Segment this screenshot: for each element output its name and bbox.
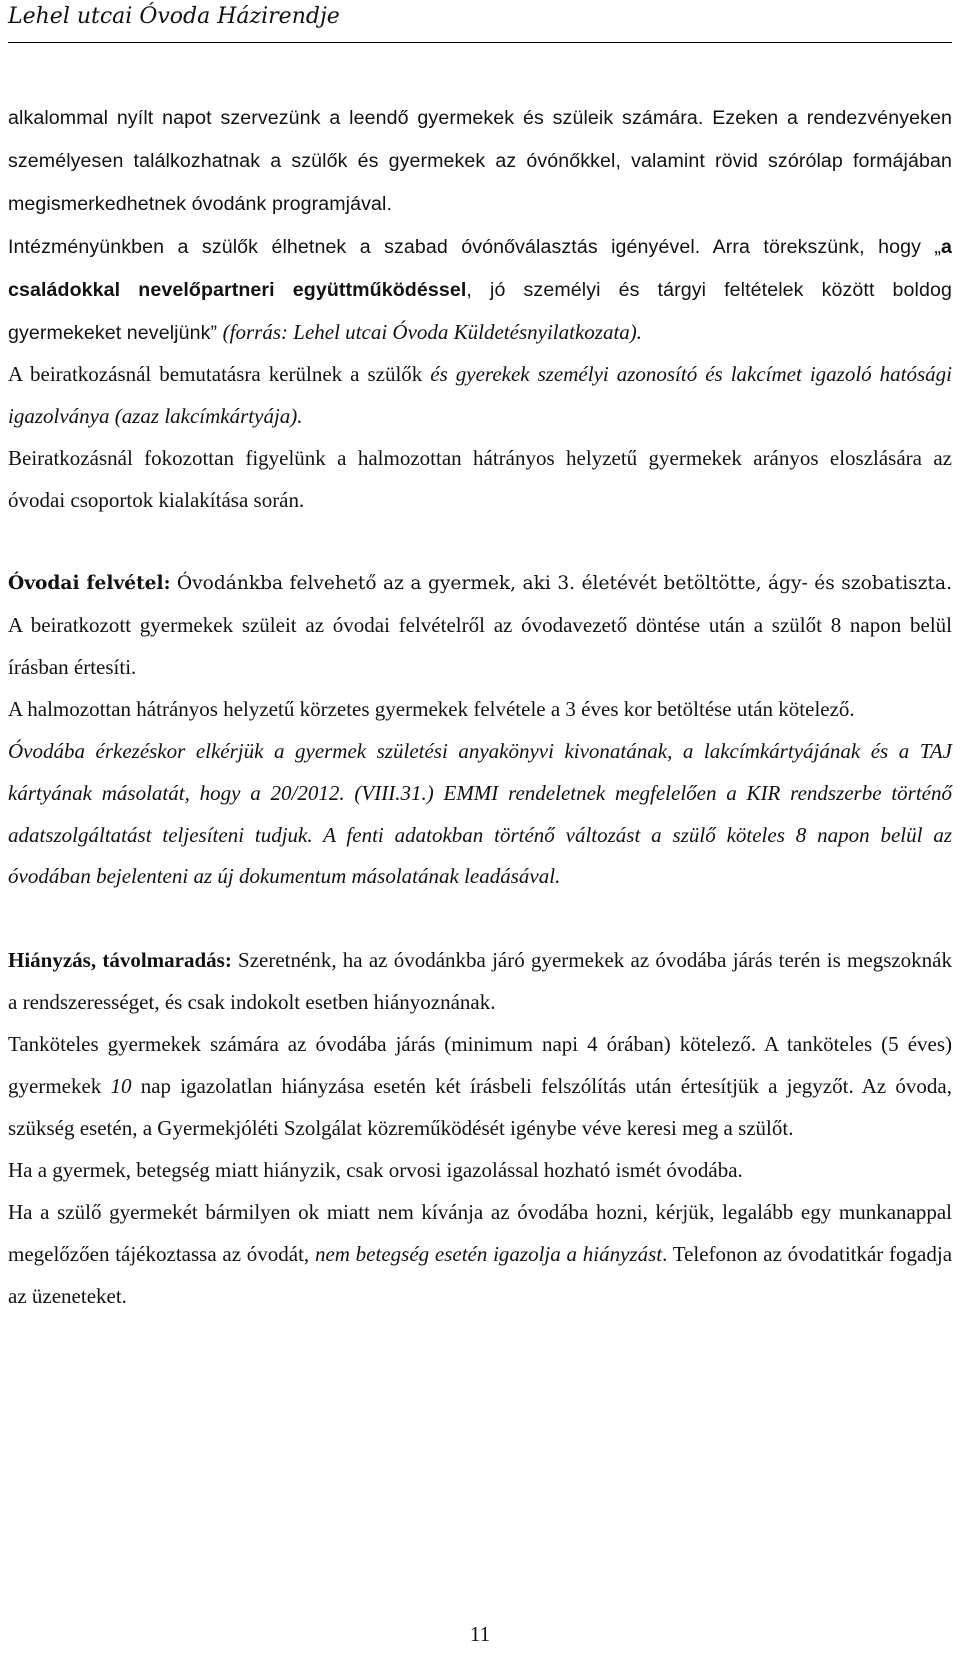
- paragraph-disadvantaged-admission: A halmozottan hátrányos helyzetű körzetes gyermekek felvétele a 3 éves kor betöltése után kötelező.: [8, 696, 855, 721]
- paragraph-educator-choice: Intézményünkben a szülők élhetnek a szabad óvónőválasztás igényével. Arra törekszünk, hogy „a családokkal nevelőpartneri együttműködéssel, jó személyi és tárgyi feltételek között boldog gyermekeket neveljünk” (forrás: Lehel utcai Óvoda Küldetésnyilatkozata).: [8, 235, 952, 344]
- section-absence: Hiányzás, távolmaradás: Szeretnénk, ha az óvodánkba járó gyermekek az óvodába járás terén is megszoknák a rendszerességet, és csak indokolt esetben hiányoznának.: [8, 948, 953, 1015]
- document-body: [8, 97, 952, 1317]
- paragraph-arrival-documents: Óvodába érkezéskor elkérjük a gyermek születési anyakönyvi kivonatának, a lakcímkártyájának és a TAJ kártyának másolatát, hogy a 20/2012. (VIII.31.) EMMI rendeletnek megfelelően a KIR rendszerbe történő adatszolgáltatást teljesíteni tudjuk. A fenti adatokban történő változást a szülő köteles 8 napon belül az óvodában bejelenteni az új dokumentum másolatának leadásával.: [8, 738, 952, 889]
- paragraph-enrollment-documents: A beiratkozásnál bemutatásra kerülnek a szülők és gyerekek személyi azonosító és lakcímet igazoló hatósági igazolványa (azaz lakcímkártyája).: [8, 362, 952, 429]
- page-header: [8, 0, 952, 43]
- page-number: 11: [469, 1622, 491, 1646]
- paragraph-compulsory-attendance: Tanköteles gyermekek számára az óvodába járás (minimum napi 4 órában) kötelező. A tanköteles (5 éves) gyermekek 10 nap igazolatlan hiányzása esetén két írásbeli felszólítás után értesítjük a jegyzőt. Az óvoda, szükség esetén, a Gyermekjóléti Szolgálat közreműködését igénybe véve keresi meg a szülőt.: [8, 1032, 952, 1140]
- heading-admission: Óvodai felvétel:: [8, 573, 171, 595]
- paragraph-notification: Ha a szülő gyermekét bármilyen ok miatt nem kívánja az óvodába hozni, kérjük, legalább egy munkanappal megelőzően tájékoztassa az óvodát, nem betegség esetén igazolja a hiányzást. Telefonon az óvodatitkár fogadja az üzeneteket.: [8, 1199, 953, 1308]
- section-admission: Óvodai felvétel: Óvodánkba felvehető az a gyermek, aki 3. életévét betöltötte, ágy- és szobatiszta. A beiratkozott gyermekek szüleit az óvodai felvételről az óvodavezető döntése után a szülőt 8 napon belül írásban értesíti.: [8, 573, 952, 679]
- paragraph-enrollment-distribution: Beiratkozásnál fokozottan figyelünk a halmozottan hátrányos helyzetű gyermekek arányos eloszlására az óvodai csoportok kialakítása során.: [8, 446, 952, 513]
- header-title: Lehel utcai Óvoda Házirendje: [8, 4, 340, 29]
- bold-partnership: a családokkal nevelőpartneri együttműködéssel: [8, 235, 952, 301]
- heading-absence: Hiányzás, távolmaradás:: [8, 948, 232, 973]
- italic-source: (forrás: Lehel utcai Óvoda Küldetésnyilatkozata).: [222, 319, 643, 344]
- paragraph-illness: Ha a gyermek, betegség miatt hiányzik, csak orvosi igazolással hozható ismét óvodába.: [8, 1157, 743, 1182]
- paragraph-open-day: alkalommal nyílt napot szervezünk a leendő gyermekek és szüleik számára. Ezeken a rendezvényeken személyesen találkozhatnak a szülők és gyermekek az óvónőkkel, valamint rövid szórólap formájában megismerkedhetnek óvodánk programjával.: [8, 107, 952, 215]
